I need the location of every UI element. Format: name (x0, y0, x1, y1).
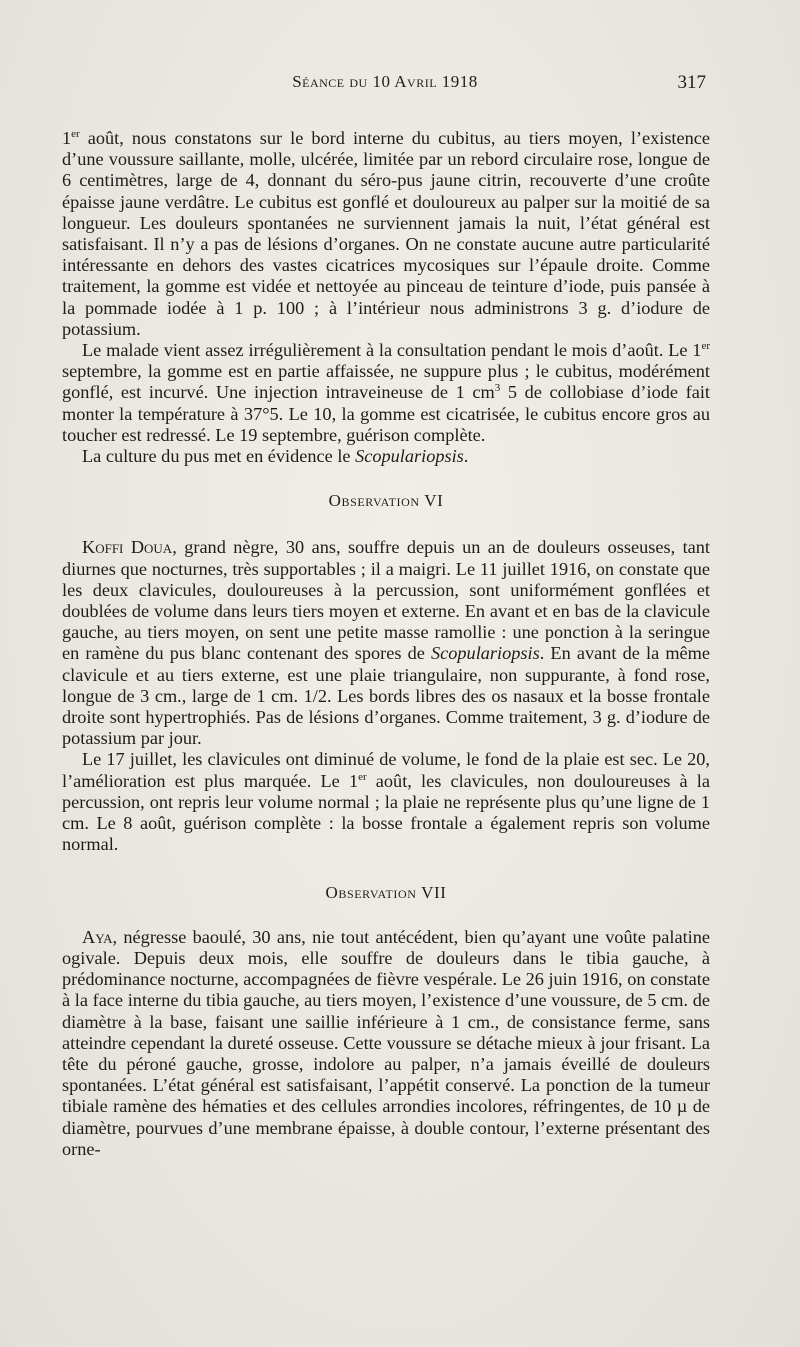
paragraph-text-part: août, les clavicules, non douloureuses à la percussion, ont repris leur volume normal ; la plaie ne représente plus qu’une ligne de 1 cm. Le 8 août, guérison complète : la bosse frontale a également repris son volume normal. (62, 770, 710, 855)
paragraph-text-part: septembre, la gomme est en partie affaissée, ne suppure plus ; le cubitus, modérément gonflé, est incurvé. Une injection intraveineuse de 1 cm (62, 361, 710, 403)
species-name: Scopulariopsis (431, 643, 540, 664)
superscript: 3 (494, 382, 501, 395)
species-name: Scopulariopsis (355, 446, 464, 467)
paragraph-text: , négresse baoulé, 30 ans, nie tout antécédent, bien qu’ayant une voûte palatine ogivale. Depuis deux mois, elle souffre de douleurs dans le tibia gauche, à prédominance nocturne, accompagnées de fièvre vespérale. Le 26 juin 1916, on constate à la face interne du tibia gauche, au tiers moyen, l’existence d’une voussure, de 5 cm. de diamètre à la base, faisant une saillie inférieure à 1 cm., de consistance ferme, sans atteindre cependant la dureté osseuse. Cette voussure se détache mieux à jour frisant. La tête du péroné gauche, grosse, indolore au palper, n’a jamais éveillé de douleurs spontanées. L’état général est satisfaisant, l’appétit conservé. La ponction de la tumeur tibiale ramène des hématies et des cellules arrondies incolores, réfringentes, de 10 µ de diamètre, pourvues d’une membrane épaisse, à double contour, l’externe présentant des orne- (62, 926, 710, 1159)
paragraph-text-part: Le 17 juillet, les clavicules ont diminué de volume, le fond de la plaie est sec. Le 20, l’amélioration est plus marquée. Le 1 (62, 749, 710, 791)
observation-6-paragraph-2 (62, 749, 710, 855)
paragraph-end: . (463, 446, 469, 467)
observation-7-paragraph-1 (62, 927, 710, 1160)
body-text (62, 128, 710, 1160)
page-number: 317 (677, 72, 706, 93)
patient-name: Aya (82, 926, 113, 947)
superscript: er (71, 127, 80, 140)
paragraph-follow-up (62, 340, 710, 446)
paragraph-text: La culture du pus met en évidence le (82, 446, 356, 467)
running-head: Séance du 10 Avril 1918 (292, 72, 478, 91)
superscript: er (701, 339, 710, 352)
paragraph-text-part: 5 de collobiase d’iode fait monter la température à 37°5. Le 10, la gomme est cicatrisée, le cubitus encore gros au toucher est redressé. Le 19 septembre, guérison complète. (62, 382, 710, 445)
paragraph-culture (62, 446, 710, 467)
observation-6-paragraph-1 (62, 537, 710, 749)
page-header (60, 72, 710, 100)
observation-7-heading: Observation VII (325, 882, 447, 902)
paragraph-text-part: . En avant de la même clavicule et au tiers externe, est une plaie triangulaire, non suppurante, à fond rose, longue de 3 cm., large de 1 cm. 1/2. Les bords libres des os nasaux et la bosse frontale droite sont hypertrophiés. Pas de lésions d’organes. Comme traitement, 3 g. d’iodure de potassium par jour. (62, 643, 711, 749)
patient-name: Koffi Doua (82, 537, 173, 558)
paragraph-text-part: Le malade vient assez irrégulièrement à la consultation pendant le mois d’août. Le 1 (82, 340, 702, 361)
paragraph-text: août, nous constatons sur le bord interne du cubitus, au tiers moyen, l’existence d’une voussure saillante, molle, ulcérée, limitée par un rebord circulaire rose, longue de 6 centimètres, large de 4, donnant du séro-pus jaune citrin, recouverte d’une croûte épaisse jaune verdâtre. Le cubitus est gonflé et douloureux au palper sur la moitié de sa longueur. Les douleurs spontanées ne surviennent jamais la nuit, l’état général est satisfaisant. Il n’y a pas de lésions d’organes. On ne constate aucune autre particularité intéressante en dehors des vastes cicatrices mycosiques sur l’épaule droite. Comme traitement, la gomme est vidée et nettoyée au pinceau de teinture d’iode, puis pansée à la pommade iodée à 1 p. 100 ; à l’intérieur nous administrons 3 g. d’iodure de potassium. (62, 128, 710, 339)
paragraph-continuation: 1er août, nous constatons sur le bord interne du cubitus, au tiers moyen, l’existence d’une voussure saillante, molle, ulcérée, limitée par un rebord circulaire rose, longue de 6 centimètres, large de 4, donnant du séro-pus jaune citrin, recouverte d’une croûte épaisse jaune verdâtre. Le cubitus est gonflé et douloureux au palper sur la moitié de sa longueur. Les douleurs spontanées ne surviennent jamais la nuit, l’état général est satisfaisant. Il n’y a pas de lésions d’organes. On ne constate aucune autre particularité intéressante en dehors des vastes cicatrices mycosiques sur l’épaule droite. Comme traitement, la gomme est vidée et nettoyée au pinceau de teinture d’iode, puis pansée à la pommade iodée à 1 p. 100 ; à l’intérieur nous administrons 3 g. d’iodure de potassium. (62, 127, 710, 339)
observation-6-heading: Observation VI (328, 491, 444, 511)
superscript: er (358, 770, 367, 783)
paragraph-text: , grand nègre, 30 ans, souffre depuis un an de douleurs osseuses, tant diurnes que nocturnes, très supportables ; il a maigri. Le 11 juillet 1916, on constate que les deux clavicules, douloureuses à la percussion, sont uniformément gonflées et doublées de volume dans leurs tiers moyen et externe. En avant et en bas de la clavicule gauche, au tiers moyen, on sent une petite masse ramollie : une ponction à la seringue en ramène du pus blanc contenant des spores de (62, 537, 710, 664)
